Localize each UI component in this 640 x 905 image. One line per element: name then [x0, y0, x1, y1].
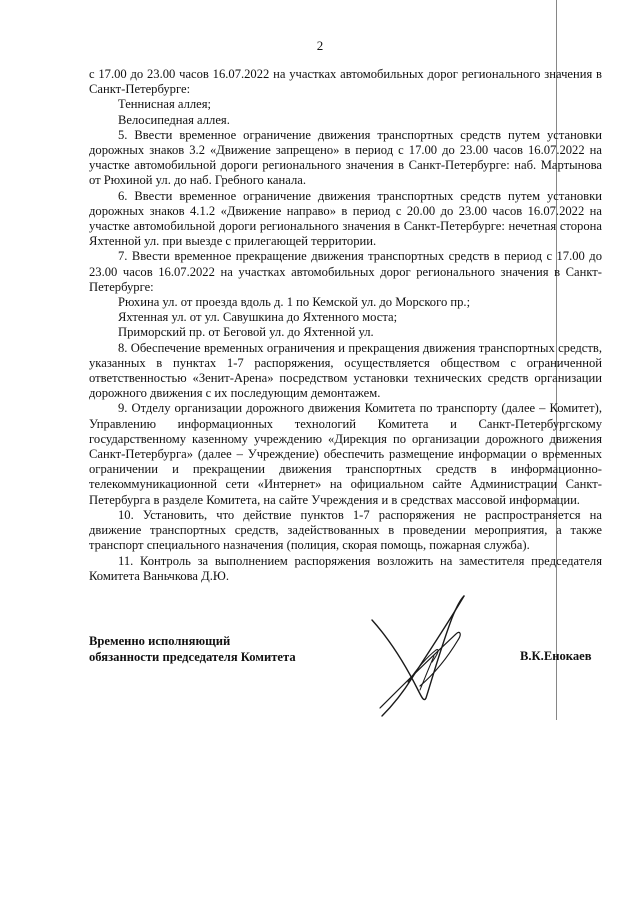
paragraph-item-5: 5. Ввести временное ограничение движения транспортных средств путем установки дорожных знаков 3.2 «Движение запрещено» в период с 17.00 до 23.00 часов 16.07.2022 на участке автомобильной дороги регионального значения в Санкт-Петербурге: наб. Мартынова от Рюхиной ул. до наб. Гребного канала. [89, 127, 602, 188]
paragraph-item-10: 10. Установить, что действие пунктов 1-7 распоряжения не распространяется на движение транспортных средств, задействованных в проведении мероприятия, а также транспорт специального назначения (полиция, скорая помощь, пожарная служба). [89, 507, 602, 553]
paragraph-item-11: 11. Контроль за выполнением распоряжения возложить на заместителя председателя Комитета Ваньчкова Д.Ю. [89, 553, 602, 583]
signatory-name: В.К.Енокаев [520, 649, 592, 663]
signatory-position [89, 634, 296, 665]
paragraph-item-8: 8. Обеспечение временных ограничения и прекращения движения транспортных средств, указанных в пунктах 1-7 распоряжения, осуществляется обществом с ограниченной ответственностью «Зенит-Арена» посредством установки технических средств организации дорожного движения с их последующим демонтажем. [89, 340, 602, 401]
list-item-primorsky-prospect: Приморский пр. от Беговой ул. до Яхтенной ул. [118, 325, 374, 340]
paragraph-item-9: 9. Отделу организации дорожного движения Комитета по транспорту (далее – Комитет), Управлению информационных технологий Комитета и Санкт-Петербургскому государственному казенному учреждению «Дирекция по организации дорожного движения Санкт-Петербурга» (далее – Учреждение) обеспечить размещение информации о временных ограничении и прекращении движения транспортных средств в информационно-телекоммуникационной сети «Интернет» на официальном сайте Администрации Санкт-Петербурга в разделе Комитета, на сайте Учреждения и в средствах массовой информации. [89, 401, 602, 507]
list-item-ryukhina-street: Рюхина ул. от проезда вдоль д. 1 по Кемской ул. до Морского пр.; [118, 295, 471, 310]
paragraph-continuation: с 17.00 до 23.00 часов 16.07.2022 на участках автомобильных дорог регионального значения в Санкт-Петербурге: [89, 67, 602, 97]
list-item-bicycle-alley: Велосипедная аллея. [118, 112, 230, 127]
handwritten-signature [360, 590, 480, 720]
paragraph-item-7: 7. Ввести временное прекращение движения транспортных средств в период с 17.00 до 23.00 часов 16.07.2022 на участках автомобильных дорог регионального значения в Санкт-Петербурге: [89, 249, 602, 294]
signatory-position-line1: Временно исполняющий [89, 634, 231, 648]
document-body [89, 67, 602, 584]
list-item-yakhtennaya-street: Яхтенная ул. от ул. Савушкина до Яхтенного моста; [118, 310, 398, 325]
list-item-tennis-alley: Теннисная аллея; [118, 97, 212, 112]
signatory-position-line2: обязанности председателя Комитета [89, 649, 296, 664]
page-number: 2 [316, 38, 324, 53]
paragraph-item-6: 6. Ввести временное ограничение движения транспортных средств путем установки дорожных знаков 4.1.2 «Движение направо» в период с 20.00 до 23.00 часов 16.07.2022 на участке автомобильной дороги регионального значения в Санкт-Петербурге: нечетная сторона Яхтенной ул. при выезде с прилегающей территории. [89, 188, 602, 249]
